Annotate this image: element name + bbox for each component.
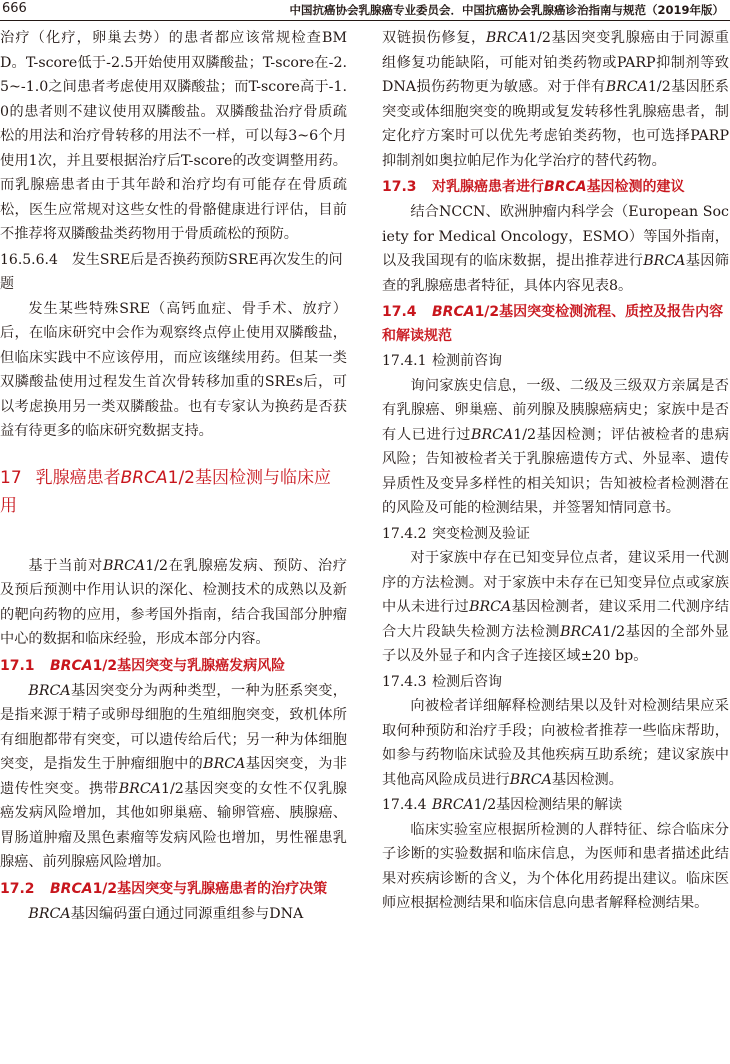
text-run: 1/2基因的全部外显子以及外显子和内含子连接区域±20 bp。 bbox=[382, 623, 729, 664]
section-title: 1/2基因突变检测流程、质控及报告内容和解读规范 bbox=[382, 304, 724, 344]
text-run: 基因检测。 bbox=[551, 771, 623, 788]
gene-name: BRCA bbox=[643, 253, 686, 269]
subsection-heading-17-4-4 bbox=[382, 793, 729, 818]
gene-name: BRCA bbox=[203, 756, 246, 772]
paragraph bbox=[0, 679, 347, 875]
section-title: 基因检测的建议 bbox=[586, 179, 685, 195]
gene-name: BRCA bbox=[120, 467, 168, 488]
text-run: 基因筛查的乳腺癌患者特征，具体内容见表8。 bbox=[382, 253, 729, 294]
text-run: 基于当前对 bbox=[28, 557, 103, 574]
subsection-heading-17-4-3 bbox=[382, 670, 729, 695]
text-run: 结合NCCN、欧洲肿瘤内科学会（European Society for Medical Oncology，ESMO）等国外指南，以及我国现有的临床数据，提出推荐进行 bbox=[382, 204, 729, 269]
subsection-title: 检测后咨询 bbox=[432, 673, 502, 690]
section-title: 1/2基因突变与乳腺癌发病风险 bbox=[92, 657, 286, 674]
text-run: 1/2基因突变乳腺癌由于同源重组修复功能缺陷，可能对铂类药物或PARP抑制剂等致DNA损伤药物更为敏感。对于伴有 bbox=[382, 30, 729, 95]
header-rule bbox=[0, 20, 730, 21]
paragraph bbox=[382, 200, 729, 298]
left-column bbox=[0, 26, 347, 926]
subsection-number: 17.4.2 bbox=[382, 525, 427, 542]
subsection-heading-17-4-1 bbox=[382, 349, 729, 374]
text-run: 对于家族中存在已知变异位点者，建议采用一代测序的方法检测。对于家族中未存在已知变异位点或家族中从未进行过 bbox=[382, 550, 729, 615]
running-header bbox=[0, 0, 730, 22]
paragraph: 临床实验室应根据所检测的人群特征、综合临床分子诊断的实验数据和临床信息，为医师和患者描述此结果对疾病诊断的含义，为个体化用药提出建议。临床医师应根据检测结果和临床信息向患者解释检测结果。 bbox=[382, 821, 729, 911]
paragraph: 发生某些特殊SRE（高钙血症、骨手术、放疗）后，在临床研究中会作为观察终点停止使用双膦酸盐，但临床实践中不应该停用，而应该继续用药。但某一类双膦酸盐使用过程发生首次骨转移加重的SREs后，可以考虑换用另一类双膦酸盐。也有专家认为换药是否获益有待更多的临床研究数据支持。 bbox=[0, 300, 347, 439]
paragraph bbox=[382, 694, 729, 792]
gene-name: BRCA bbox=[28, 905, 71, 922]
text-run: 双链损伤修复， bbox=[382, 30, 486, 46]
gene-name: BRCA bbox=[432, 797, 474, 813]
gene-name: BRCA bbox=[544, 179, 587, 195]
paragraph bbox=[382, 374, 729, 521]
gene-name: BRCA bbox=[485, 30, 529, 46]
section-heading-17-2 bbox=[0, 877, 347, 901]
running-title: 中国抗癌协会乳腺癌专业委员会．中国抗癌协会乳腺癌诊治指南与规范（2019年版） bbox=[289, 3, 724, 17]
gene-name: BRCA bbox=[605, 79, 648, 95]
section-title: 1/2基因突变与乳腺癌患者的治疗决策 bbox=[92, 880, 328, 897]
text-run: 基因突变分为两种类型，一种为胚系突变，是指来源于精子或卵母细胞的生殖细胞突变，致机体所有细胞都带有突变，可以遗传给后代；另一种为体细胞突变，是指发生于肿瘤细胞中的 bbox=[0, 682, 347, 772]
paragraph bbox=[0, 902, 347, 927]
section-heading-17-3 bbox=[382, 175, 729, 199]
chapter-heading-17 bbox=[0, 464, 347, 520]
section-number: 17.3 bbox=[382, 179, 417, 195]
text-run: 1/2基因胚系突变或体细胞突变的晚期或复发转移性乳腺癌患者，制定化疗方案时可以优先考虑铂类药物，也可选择PARP抑制剂如奥拉帕尼作为化学治疗的替代药物。 bbox=[382, 79, 729, 169]
chapter-number: 17 bbox=[0, 467, 22, 488]
gene-name: BRCA bbox=[509, 771, 552, 788]
section-title: 对乳腺癌患者进行 bbox=[432, 179, 544, 195]
gene-name: BRCA bbox=[50, 880, 93, 897]
text-run: 1/2基因检测；评估被检者的患病风险；告知被检者关于乳腺癌遗传方式、外显率、遗传异质性及变异多样性的相关知识；告知被检者检测潜在的风险及可能的检测结果，并签署知情同意书。 bbox=[382, 426, 729, 516]
subsection-title: 突变检测及验证 bbox=[432, 525, 530, 542]
gene-name: BRCA bbox=[50, 657, 93, 674]
subsection-heading-17-4-2 bbox=[382, 522, 729, 547]
text-run: 询问家族史信息，一级、二级及三级双方亲属是否有乳腺癌、卵巢癌、前列腺及胰腺癌病史；家族中是否有人已进行过 bbox=[382, 377, 729, 443]
subsection-title: 检测前咨询 bbox=[432, 353, 502, 369]
gene-name: BRCA bbox=[432, 304, 475, 320]
chapter-title-part: 乳腺癌患者 bbox=[35, 467, 121, 488]
section-number: 17.4 bbox=[382, 304, 417, 320]
gene-name: BRCA bbox=[102, 557, 146, 574]
paragraph bbox=[382, 26, 729, 173]
gene-name: BRCA bbox=[560, 623, 603, 640]
text-run: 基因编码蛋白通过同源重组参与DNA bbox=[70, 905, 304, 922]
text-run: 1/2在乳腺癌发病、预防、治疗及预后预测中作用认识的深化、检测技术的成熟以及新的靶向药物的应用，参考国外指南，结合我国部分肿瘤中心的数据和临床经验，形成本部分内容。 bbox=[0, 557, 347, 647]
subsection-heading-16-5-6-4: 16.5.6.4 发生SRE后是否换药预防SRE再次发生的问题 bbox=[0, 251, 343, 292]
section-number: 17.1 bbox=[0, 657, 35, 674]
subsection-number: 17.4.3 bbox=[382, 673, 427, 690]
subsection-number: 17.4.1 bbox=[382, 353, 427, 369]
text-run: 1/2基因突变的女性不仅乳腺癌发病风险增加，其他如卵巢癌、输卵管癌、胰腺癌、胃肠道肿瘤及黑色素瘤等发病风险也增加，男性罹患乳腺癌、前列腺癌风险增加。 bbox=[0, 780, 347, 870]
section-heading-17-1 bbox=[0, 654, 347, 678]
right-column bbox=[382, 26, 729, 916]
paragraph bbox=[382, 546, 729, 669]
subsection-title: 1/2基因检测结果的解读 bbox=[473, 797, 623, 813]
subsection-number: 17.4.4 bbox=[382, 797, 427, 813]
paragraph: 治疗（化疗，卵巢去势）的患者都应该常规检查BMD。T-score低于-2.5开始使用双膦酸盐；T-score在-2.5~-1.0之间患者考虑使用双膦酸盐；而T-score高于-1.0的患者则不建议使用双膦酸盐。双膦酸盐治疗骨质疏松的用法和治疗骨转移的用法不一样，可以每3~6个月使用1次，并且要根据治疗后T-score的改变调整用药。而乳腺癌患者由于其年龄和治疗均有可能存在骨质疏松，医生应常规对这些女性的骨骼健康进行评估，目前不推荐将双膦酸盐类药物用于骨质疏松的预防。 bbox=[0, 30, 347, 242]
section-heading-17-4 bbox=[382, 300, 729, 348]
gene-name: BRCA bbox=[469, 599, 512, 615]
gene-name: BRCA bbox=[118, 780, 161, 797]
text-run: 向被检者详细解释检测结果以及针对检测结果应采取何种预防和治疗手段；向被检者推荐一些临床帮助，如参与药物临床试验及其他疾病互助系统；建议家族中其他高风险成员进行 bbox=[382, 698, 729, 788]
page-number: 666 bbox=[2, 1, 27, 16]
paragraph bbox=[0, 554, 347, 652]
gene-name: BRCA bbox=[28, 682, 71, 699]
text-run: 基因突变，为非遗传性突变。携带 bbox=[0, 756, 347, 797]
text-run: 基因检测者，建议采用二代测序结合大片段缺失检测方法检测 bbox=[382, 599, 729, 640]
chapter-title-part: 1/2基因检测与临床应用 bbox=[0, 467, 331, 516]
gene-name: BRCA bbox=[471, 426, 514, 443]
section-number: 17.2 bbox=[0, 880, 35, 897]
